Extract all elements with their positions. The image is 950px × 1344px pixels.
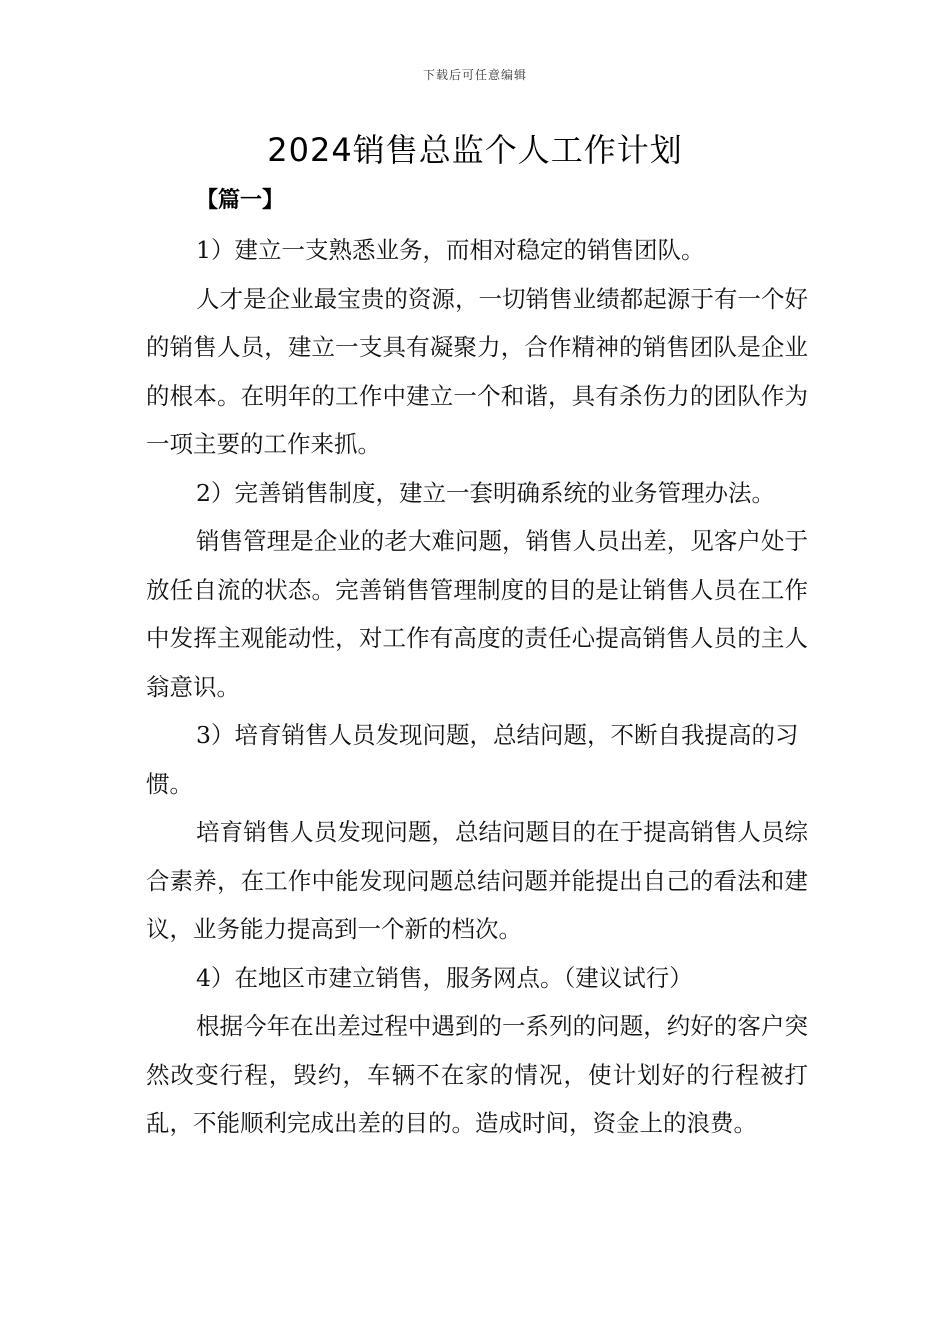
point-3-heading: 3）培育销售人员发现问题，总结问题，不断自我提高的习惯。	[146, 721, 799, 798]
section-label: 【篇一】	[196, 188, 285, 213]
point-2-paragraph: 销售管理是企业的老大难问题，销售人员出差，见客户处于放任自流的状态。完善销售管理制度的目的是让销售人员在工作中发挥主观能动性，对工作有高度的责任心提高销售人员的主人翁意识。	[146, 527, 808, 701]
point-1-heading: 1）建立一支熟悉业务，而相对稳定的销售团队。	[196, 236, 705, 264]
header-note: 下载后可任意编辑	[422, 68, 527, 82]
document-title: 2024销售总监个人工作计划	[267, 131, 683, 169]
point-3-paragraph: 培育销售人员发现问题，总结问题目的在于提高销售人员综合素养，在工作中能发现问题总结问题并能提出自己的看法和建议，业务能力提高到一个新的档次。	[146, 818, 808, 943]
point-1-paragraph: 人才是企业最宝贵的资源，一切销售业绩都起源于有一个好的销售人员，建立一支具有凝聚力，合作精神的销售团队是企业的根本。在明年的工作中建立一个和谐，具有杀伤力的团队作为一项主要的工作来抓。	[146, 284, 808, 458]
point-2-heading: 2）完善销售制度，建立一套明确系统的业务管理办法。	[196, 478, 775, 507]
point-4-paragraph: 根据今年在出差过程中遇到的一系列的问题，约好的客户突然改变行程，毁约，车辆不在家的情况，使计划好的行程被打乱，不能顺利完成出差的目的。造成时间，资金上的浪费。	[146, 1012, 808, 1137]
point-4-heading: 4）在地区市建立销售，服务网点。（建议试行）	[196, 963, 693, 992]
document-body	[146, 226, 808, 1148]
